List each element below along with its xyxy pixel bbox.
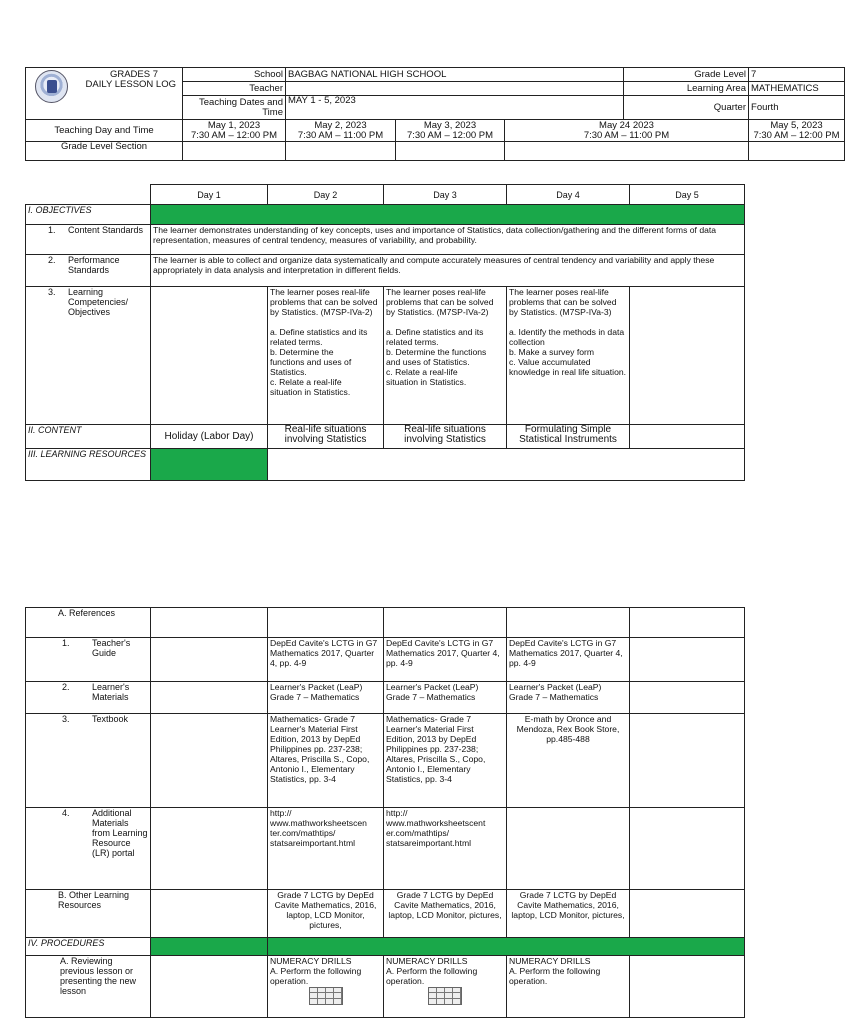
competencies-day5 — [630, 287, 745, 425]
day1-datetime: May 1, 2023 7:30 AM – 12:00 PM — [183, 120, 286, 142]
competencies-day1 — [151, 287, 268, 425]
objectives-green-bar — [151, 205, 745, 225]
performance-standards-label: 2. Performance Standards — [26, 255, 151, 287]
lm-day4: Learner's Packet (LeaP) Grade 7 – Mathematics — [507, 682, 630, 714]
tb-day1 — [151, 714, 268, 808]
quarter-label: Quarter — [624, 96, 749, 120]
content-standards-text: The learner demonstrates understanding of key concepts, uses and importance of Statistics, data collection/gathering and the different forms of data representation, measures of central tendency, measures of variability, and probability. — [151, 225, 745, 255]
corner-cell — [26, 185, 151, 205]
lm-day5 — [630, 682, 745, 714]
other-resources-label: B. Other Learning Resources — [26, 890, 151, 938]
b-day3: Grade 7 LCTG by DepEd Cavite Mathematics, 2016, laptop, LCD Monitor, pictures, — [384, 890, 507, 938]
teacher-value — [286, 82, 624, 96]
content-day2: Real-life situations involving Statistics — [268, 425, 384, 449]
teaching-day-label: Teaching Day and Time — [26, 120, 183, 142]
am-day3[interactable]: http:// www.mathworksheetscent er.com/mathtips/ statsareimportant.html — [384, 808, 507, 890]
b-day2: Grade 7 LCTG by DepEd Cavite Mathematics, 2016, laptop, LCD Monitor, pictures, — [268, 890, 384, 938]
competencies-label: 3. Learning Competencies/ Objectives — [26, 287, 151, 425]
tb-day5 — [630, 714, 745, 808]
content-day3: Real-life situations involving Statistics — [384, 425, 507, 449]
procedures-green-bar — [268, 938, 745, 956]
lesson-table — [25, 184, 745, 481]
school-label: School — [183, 68, 286, 82]
lm-day1 — [151, 682, 268, 714]
am-day4 — [507, 808, 630, 890]
teachers-guide-label: 1. Teacher's Guide — [26, 638, 151, 682]
additional-materials-label: 4. Additional Materials from Learning Resource (LR) portal — [26, 808, 151, 890]
content-heading: II. CONTENT — [26, 425, 151, 449]
section-day3 — [396, 142, 505, 161]
lm-day2: Learner's Packet (LeaP) Grade 7 – Mathematics — [268, 682, 384, 714]
teaching-dates-label: Teaching Dates and Time — [183, 96, 286, 120]
ref-day2 — [268, 608, 384, 638]
tg-day2: DepEd Cavite's LCTG in G7 Mathematics 2017, Quarter 4, pp. 4-9 — [268, 638, 384, 682]
drill-day2: NUMERACY DRILLS A. Perform the following operation. — [268, 956, 384, 1018]
ref-day5 — [630, 608, 745, 638]
day2-datetime: May 2, 2023 7:30 AM – 11:00 PM — [286, 120, 396, 142]
ref-day1 — [151, 608, 268, 638]
learning-resources-heading: III. LEARNING RESOURCES — [26, 449, 151, 481]
learning-area-value: MATHEMATICS — [749, 82, 845, 96]
learning-resources-green-day1 — [151, 449, 268, 481]
am-day2[interactable]: http:// www.mathworksheetscen ter.com/mathtips/ statsareimportant.html — [268, 808, 384, 890]
resources-table — [25, 607, 745, 1018]
content-day5 — [630, 425, 745, 449]
teacher-label: Teacher — [183, 82, 286, 96]
tg-day4: DepEd Cavite's LCTG in G7 Mathematics 2017, Quarter 4, pp. 4-9 — [507, 638, 630, 682]
learning-resources-blank — [268, 449, 745, 481]
header-table — [25, 67, 845, 161]
col-day5: Day 5 — [630, 185, 745, 205]
section-day1 — [183, 142, 286, 161]
day4-datetime: May 24 2023 7:30 AM – 11:00 PM — [505, 120, 749, 142]
tg-day1 — [151, 638, 268, 682]
content-day4: Formulating Simple Statistical Instruments — [507, 425, 630, 449]
drill-grid-image — [309, 987, 343, 1005]
col-day4: Day 4 — [507, 185, 630, 205]
quarter-value: Fourth — [749, 96, 845, 120]
references-label: A. References — [26, 608, 151, 638]
day3-datetime: May 3, 2023 7:30 AM – 12:00 PM — [396, 120, 505, 142]
drill-day1 — [151, 956, 268, 1018]
textbook-label: 3. Textbook — [26, 714, 151, 808]
col-day1: Day 1 — [151, 185, 268, 205]
day5-datetime: May 5, 2023 7:30 AM – 12:00 PM — [749, 120, 845, 142]
log-title: GRADES 7 DAILY LESSON LOG — [26, 68, 183, 120]
procedures-heading: IV. PROCEDURES — [26, 938, 151, 956]
drill-day3: NUMERACY DRILLS A. Perform the following operation. — [384, 956, 507, 1018]
section-day2 — [286, 142, 396, 161]
tb-day4: E-math by Oronce and Mendoza, Rex Book Store, pp.485-488 — [507, 714, 630, 808]
learning-area-label: Learning Area — [624, 82, 749, 96]
procedures-green-day1 — [151, 938, 268, 956]
ref-day4 — [507, 608, 630, 638]
content-standards-label: 1. Content Standards — [26, 225, 151, 255]
col-day2: Day 2 — [268, 185, 384, 205]
teaching-dates-value: MAY 1 - 5, 2023 — [286, 96, 624, 120]
ref-day3 — [384, 608, 507, 638]
competencies-day3: The learner poses real-life problems that can be solved by Statistics. (M7SP-IVa-2) a. Define statistics and its related terms. b. Determine the functions and uses of Statistics. c. Relate a real-life situation in Statistics. — [384, 287, 507, 425]
section-day4 — [505, 142, 749, 161]
section-day5 — [749, 142, 845, 161]
drill-day5 — [630, 956, 745, 1018]
grade-level-label: Grade Level — [624, 68, 749, 82]
drill-day4: NUMERACY DRILLS A. Perform the following operation. — [507, 956, 630, 1018]
lm-day3: Learner's Packet (LeaP) Grade 7 – Mathematics — [384, 682, 507, 714]
b-day4: Grade 7 LCTG by DepEd Cavite Mathematics, 2016, laptop, LCD Monitor, pictures, — [507, 890, 630, 938]
col-day3: Day 3 — [384, 185, 507, 205]
b-day1 — [151, 890, 268, 938]
competencies-day4: The learner poses real-life problems that can be solved by Statistics. (M7SP-IVa-3) a. Identify the methods in data collection b. Make a survey form c. Value accumulated knowledge in real life situation. — [507, 287, 630, 425]
school-value: BAGBAG NATIONAL HIGH SCHOOL — [286, 68, 624, 82]
reviewing-label: A. Reviewing previous lesson or presenting the new lesson — [26, 956, 151, 1018]
performance-standards-text: The learner is able to collect and organize data systematically and compute accurately measures of central tendency and variability and apply these appropriately in data analysis and interpretation in different fields. — [151, 255, 745, 287]
grade-section-label: Grade Level Section — [26, 142, 183, 161]
drill-grid-image — [428, 987, 462, 1005]
objectives-heading: I. OBJECTIVES — [26, 205, 151, 225]
am-day5 — [630, 808, 745, 890]
tb-day2: Mathematics- Grade 7 Learner's Material First Edition, 2013 by DepEd Philippines pp. 237-238; Altares, Priscilla S., Copo, Antonio I., Elementary Statistics, pp. 3-4 — [268, 714, 384, 808]
am-day1 — [151, 808, 268, 890]
grade-level-value: 7 — [749, 68, 845, 82]
competencies-day2: The learner poses real-life problems that can be solved by Statistics. (M7SP-IVa-2) a. Define statistics and its related terms. b. Determine the functions and uses of Statistics. c. Relate a real-life situation in Statistics. — [268, 287, 384, 425]
b-day5 — [630, 890, 745, 938]
tb-day3: Mathematics- Grade 7 Learner's Material First Edition, 2013 by DepEd Philippines pp. 237-238; Altares, Priscilla S., Copo, Antonio I., Elementary Statistics, pp. 3-4 — [384, 714, 507, 808]
learners-materials-label: 2. Learner's Materials — [26, 682, 151, 714]
tg-day5 — [630, 638, 745, 682]
content-day1: Holiday (Labor Day) — [151, 425, 268, 449]
tg-day3: DepEd Cavite's LCTG in G7 Mathematics 2017, Quarter 4, pp. 4-9 — [384, 638, 507, 682]
